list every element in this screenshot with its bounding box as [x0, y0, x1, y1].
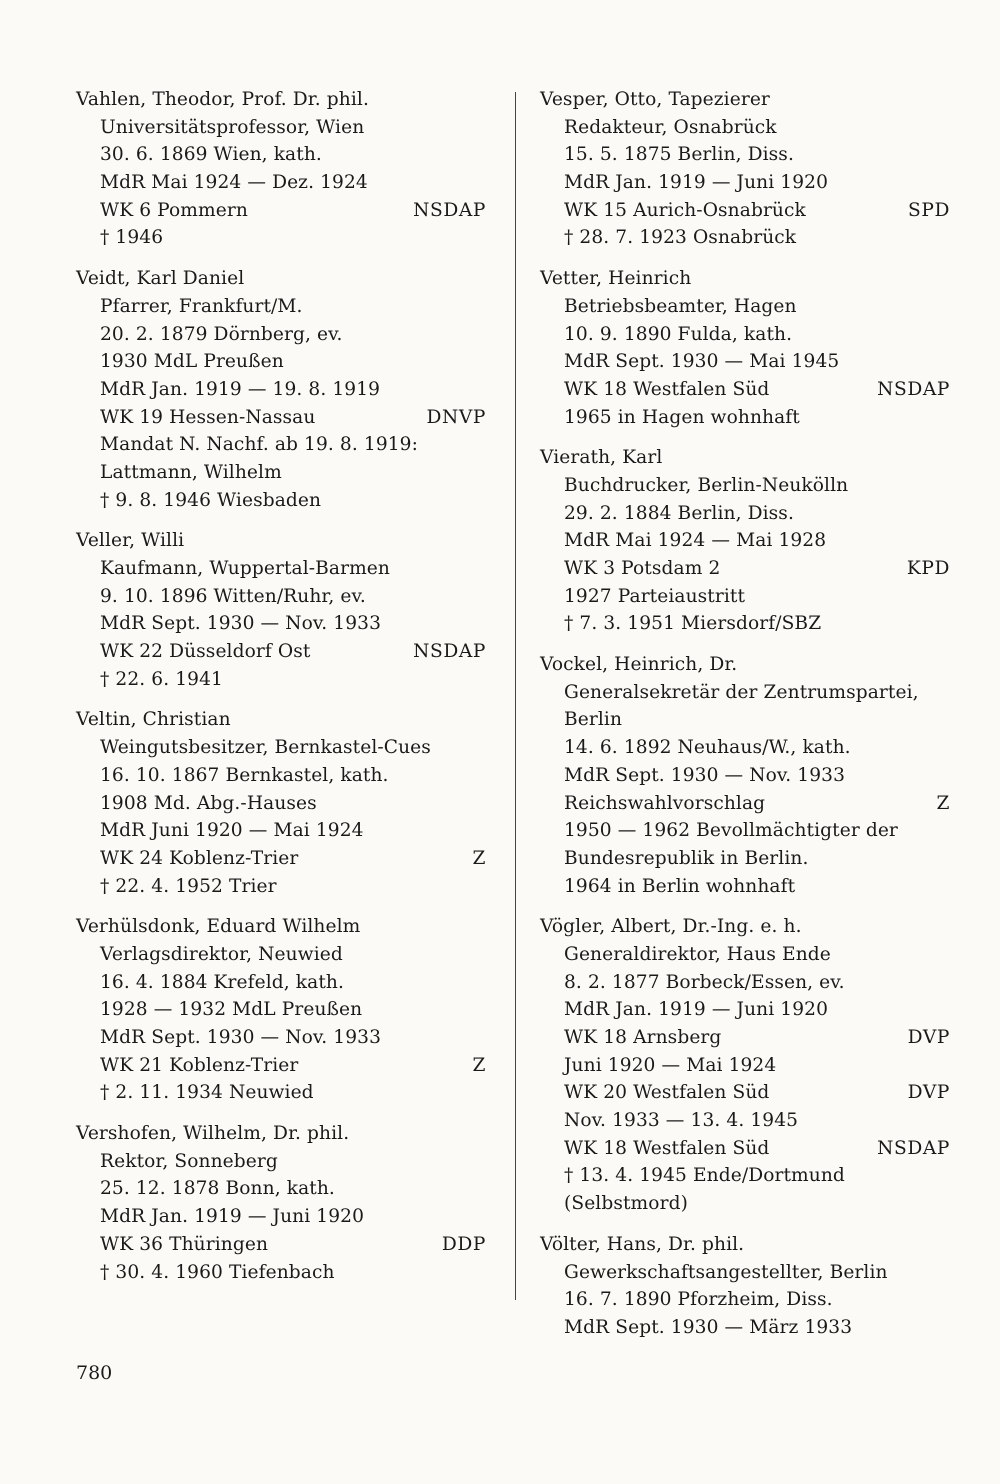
page-number: 780: [76, 1362, 113, 1384]
entry-detail-text: Bundesrepublik in Berlin.: [564, 847, 809, 869]
biography-entry: [76, 86, 486, 252]
entry-name-line: [540, 265, 950, 293]
entry-detail-line: [540, 610, 950, 638]
entry-detail-line: [540, 941, 950, 969]
entry-detail-text: Betriebsbeamter, Hagen: [564, 295, 797, 317]
entry-detail-line: [540, 197, 950, 225]
entry-detail-line: [540, 706, 950, 734]
entry-detail-line: [76, 141, 486, 169]
entry-detail-text: Gewerkschaftsangestellter, Berlin: [564, 1261, 888, 1283]
entry-detail-line: [76, 376, 486, 404]
entry-detail-line: [76, 1148, 486, 1176]
entry-detail-line: [76, 941, 486, 969]
entry-name: Vershofen, Wilhelm, Dr. phil.: [76, 1123, 350, 1145]
party-label: Z: [472, 1054, 486, 1076]
entry-detail-text: WK 20 Westfalen Süd: [564, 1082, 770, 1104]
party-label: DNVP: [426, 406, 486, 428]
biography-entry: [540, 444, 950, 638]
entry-name-line: [540, 444, 950, 472]
entry-detail-text: † 30. 4. 1960 Tiefenbach: [100, 1261, 335, 1283]
entry-detail-text: 16. 10. 1867 Bernkastel, kath.: [100, 764, 389, 786]
entry-detail-line: [76, 996, 486, 1024]
entry-detail-text: MdR Mai 1924 — Mai 1928: [564, 530, 827, 552]
entry-detail-line: [540, 583, 950, 611]
entry-detail-text: † 1946: [100, 227, 164, 249]
entry-detail-text: Juni 1920 — Mai 1924: [564, 1054, 777, 1076]
entry-detail-line: [540, 1135, 950, 1163]
entry-detail-text: Rektor, Sonneberg: [100, 1150, 278, 1172]
entry-detail-text: 1964 in Berlin wohnhaft: [564, 875, 796, 897]
entry-detail-text: WK 22 Düsseldorf Ost: [100, 641, 311, 663]
entry-detail-text: Universitätsprofessor, Wien: [100, 116, 365, 138]
entry-detail-text: Berlin: [564, 709, 623, 731]
party-label: NSDAP: [413, 199, 486, 221]
entry-detail-line: [76, 487, 486, 515]
entry-name-line: [76, 265, 486, 293]
entry-detail-line: [76, 404, 486, 432]
entry-detail-text: † 2. 11. 1934 Neuwied: [100, 1082, 314, 1104]
entry-detail-line: [76, 790, 486, 818]
entry-detail-line: [540, 790, 950, 818]
entry-detail-text: MdR Jan. 1919 — 19. 8. 1919: [100, 378, 381, 400]
entry-detail-line: [540, 500, 950, 528]
entry-detail-line: [76, 1079, 486, 1107]
entry-detail-text: 10. 9. 1890 Fulda, kath.: [564, 323, 793, 345]
entry-detail-line: [76, 638, 486, 666]
entry-detail-text: † 13. 4. 1945 Ende/Dortmund: [564, 1165, 845, 1187]
entry-name: Vockel, Heinrich, Dr.: [540, 654, 738, 676]
entry-detail-text: 1927 Parteiaustritt: [564, 585, 746, 607]
entry-detail-line: [76, 873, 486, 901]
entry-detail-text: Redakteur, Osnabrück: [564, 116, 777, 138]
entry-detail-text: WK 18 Westfalen Süd: [564, 1137, 770, 1159]
biography-entry: [76, 265, 486, 514]
entry-detail-text: WK 24 Koblenz-Trier: [100, 847, 299, 869]
entry-detail-text: 25. 12. 1878 Bonn, kath.: [100, 1178, 335, 1200]
entry-detail-line: [76, 1024, 486, 1052]
entry-detail-line: [540, 762, 950, 790]
entry-detail-text: WK 15 Aurich-Osnabrück: [564, 199, 806, 221]
entry-detail-line: [540, 141, 950, 169]
party-label: NSDAP: [877, 378, 950, 400]
entry-detail-text: WK 36 Thüringen: [100, 1233, 269, 1255]
entry-detail-text: MdR Jan. 1919 — Juni 1920: [100, 1206, 365, 1228]
entry-detail-line: [540, 114, 950, 142]
entry-detail-line: [540, 321, 950, 349]
entry-detail-text: † 28. 7. 1923 Osnabrück: [564, 227, 797, 249]
entry-detail-text: Lattmann, Wilhelm: [100, 461, 282, 483]
entry-name-line: [76, 86, 486, 114]
entry-detail-text: 8. 2. 1877 Borbeck/Essen, ev.: [564, 971, 845, 993]
entry-detail-line: [540, 1259, 950, 1287]
entry-detail-line: [76, 459, 486, 487]
entry-detail-line: [76, 666, 486, 694]
entry-detail-line: [76, 1175, 486, 1203]
entry-detail-line: [540, 996, 950, 1024]
entry-detail-text: 16. 7. 1890 Pforzheim, Diss.: [564, 1289, 833, 1311]
entry-detail-text: MdR Sept. 1930 — Nov. 1933: [100, 613, 382, 635]
entry-detail-line: [76, 762, 486, 790]
entry-detail-line: [540, 293, 950, 321]
entry-detail-text: Verlagsdirektor, Neuwied: [100, 943, 343, 965]
entry-detail-text: † 22. 6. 1941: [100, 668, 223, 690]
entry-detail-line: [540, 734, 950, 762]
entry-detail-line: [76, 1231, 486, 1259]
biography-entry: [540, 1231, 950, 1342]
entry-detail-line: [76, 114, 486, 142]
entry-detail-line: [76, 293, 486, 321]
entry-detail-text: † 7. 3. 1951 Miersdorf/SBZ: [564, 613, 822, 635]
entry-name-line: [540, 651, 950, 679]
entry-detail-text: 29. 2. 1884 Berlin, Diss.: [564, 502, 794, 524]
entry-detail-line: [540, 845, 950, 873]
entry-name: Veller, Willi: [76, 530, 185, 552]
entry-detail-text: 1908 Md. Abg.-Hauses: [100, 792, 317, 814]
entry-detail-text: Generalsekretär der Zentrumspartei,: [564, 681, 919, 703]
entry-detail-line: [540, 404, 950, 432]
entry-detail-line: [76, 224, 486, 252]
entry-detail-text: MdR Jan. 1919 — Juni 1920: [564, 172, 829, 194]
entry-name: Vesper, Otto, Tapezierer: [540, 89, 770, 110]
entry-detail-line: [540, 679, 950, 707]
party-label: SPD: [908, 199, 950, 221]
entry-detail-line: [76, 348, 486, 376]
entry-detail-text: Weingutsbesitzer, Bernkastel-Cues: [100, 737, 431, 759]
entry-name: Völter, Hans, Dr. phil.: [540, 1233, 745, 1255]
entry-detail-line: [76, 845, 486, 873]
entry-name-line: [76, 527, 486, 555]
right-column: [540, 86, 950, 1355]
entry-detail-line: [540, 1024, 950, 1052]
entry-detail-text: 1930 MdL Preußen: [100, 351, 284, 373]
entry-detail-line: [540, 1079, 950, 1107]
biography-entry: [540, 651, 950, 900]
entry-detail-line: [540, 1107, 950, 1135]
entry-detail-line: [76, 321, 486, 349]
entry-name-line: [540, 1231, 950, 1259]
entry-detail-line: [540, 527, 950, 555]
biography-entry: [540, 265, 950, 431]
entry-detail-line: [540, 817, 950, 845]
entry-detail-text: WK 21 Koblenz-Trier: [100, 1054, 299, 1076]
entry-detail-text: 30. 6. 1869 Wien, kath.: [100, 144, 322, 166]
entry-detail-text: Nov. 1933 — 13. 4. 1945: [564, 1110, 799, 1132]
entry-detail-line: [76, 431, 486, 459]
entry-name: Vetter, Heinrich: [540, 268, 692, 290]
entry-detail-text: MdR Mai 1924 — Dez. 1924: [100, 172, 368, 194]
biography-entry: [76, 1120, 486, 1286]
entry-detail-text: Generaldirektor, Haus Ende: [564, 943, 831, 965]
entry-detail-text: 20. 2. 1879 Dörnberg, ev.: [100, 323, 343, 345]
biography-entry: [540, 86, 950, 252]
entry-detail-line: [540, 224, 950, 252]
party-label: KPD: [906, 558, 950, 579]
entry-detail-line: [540, 555, 950, 583]
entry-detail-line: [540, 1286, 950, 1314]
biography-entry: [76, 913, 486, 1107]
entry-detail-line: [540, 472, 950, 500]
party-label: Z: [472, 847, 486, 869]
entry-detail-text: WK 19 Hessen-Nassau: [100, 406, 316, 428]
entry-detail-line: [76, 555, 486, 583]
entry-detail-text: Buchdrucker, Berlin-Neukölln: [564, 474, 849, 496]
column-divider: [515, 92, 516, 1300]
entry-detail-line: [76, 169, 486, 197]
entry-detail-line: [76, 969, 486, 997]
entry-name-line: [540, 86, 950, 114]
entry-name: Veltin, Christian: [76, 709, 231, 731]
entry-detail-line: [540, 169, 950, 197]
entry-detail-line: [540, 1190, 950, 1218]
entry-detail-text: MdR Jan. 1919 — Juni 1920: [564, 999, 829, 1021]
entry-detail-text: Kaufmann, Wuppertal-Barmen: [100, 558, 390, 579]
party-label: NSDAP: [877, 1137, 950, 1159]
entry-name-line: [76, 1120, 486, 1148]
entry-detail-text: 1950 — 1962 Bevollmächtigter der: [564, 820, 898, 842]
entry-detail-text: MdR Sept. 1930 — März 1933: [564, 1316, 853, 1338]
entry-detail-line: [76, 1052, 486, 1080]
biography-entry: [540, 913, 950, 1218]
entry-detail-text: 1965 in Hagen wohnhaft: [564, 406, 800, 428]
party-label: DDP: [441, 1233, 486, 1255]
party-label: NSDAP: [413, 641, 486, 663]
entry-detail-text: (Selbstmord): [564, 1193, 688, 1215]
entry-name-line: [76, 706, 486, 734]
entry-detail-text: † 9. 8. 1946 Wiesbaden: [100, 489, 322, 511]
entry-detail-line: [540, 1162, 950, 1190]
entry-detail-text: MdR Sept. 1930 — Nov. 1933: [100, 1027, 382, 1048]
entry-detail-line: [540, 873, 950, 901]
entry-detail-text: Pfarrer, Frankfurt/M.: [100, 295, 303, 317]
entry-detail-text: Mandat N. Nachf. ab 19. 8. 1919:: [100, 434, 418, 456]
party-label: Z: [936, 792, 950, 814]
entry-name: Verhülsdonk, Eduard Wilhelm: [76, 916, 361, 938]
entry-detail-text: 16. 4. 1884 Krefeld, kath.: [100, 971, 345, 993]
party-label: DVP: [907, 1027, 950, 1048]
entry-detail-line: [540, 1052, 950, 1080]
entry-detail-text: 14. 6. 1892 Neuhaus/W., kath.: [564, 737, 851, 759]
entry-detail-text: 15. 5. 1875 Berlin, Diss.: [564, 144, 794, 166]
entry-name: Vahlen, Theodor, Prof. Dr. phil.: [76, 89, 369, 110]
entry-detail-text: MdR Juni 1920 — Mai 1924: [100, 820, 364, 842]
entry-name-line: [540, 913, 950, 941]
entry-detail-text: WK 6 Pommern: [100, 199, 248, 221]
biography-entry: [76, 706, 486, 900]
entry-name-line: [76, 913, 486, 941]
entry-detail-line: [76, 610, 486, 638]
entry-detail-line: [76, 197, 486, 225]
entry-detail-text: 9. 10. 1896 Witten/Ruhr, ev.: [100, 585, 366, 607]
entry-name: Veidt, Karl Daniel: [76, 268, 245, 290]
entry-detail-line: [540, 1314, 950, 1342]
entry-detail-text: WK 18 Arnsberg: [564, 1027, 722, 1048]
entry-detail-text: WK 18 Westfalen Süd: [564, 378, 770, 400]
entry-detail-line: [76, 1203, 486, 1231]
entry-detail-text: MdR Sept. 1930 — Mai 1945: [564, 351, 840, 373]
entry-name: Vierath, Karl: [540, 447, 663, 469]
entry-detail-text: † 22. 4. 1952 Trier: [100, 875, 277, 897]
entry-detail-line: [540, 969, 950, 997]
biography-entry: [76, 527, 486, 693]
entry-detail-line: [540, 376, 950, 404]
left-column: [76, 86, 486, 1299]
entry-name: Vögler, Albert, Dr.-Ing. e. h.: [540, 916, 802, 938]
entry-detail-text: MdR Sept. 1930 — Nov. 1933: [564, 764, 846, 786]
entry-detail-line: [76, 817, 486, 845]
entry-detail-line: [76, 734, 486, 762]
entry-detail-line: [540, 348, 950, 376]
entry-detail-line: [76, 1259, 486, 1287]
party-label: DVP: [907, 1082, 950, 1104]
entry-detail-text: WK 3 Potsdam 2: [564, 558, 721, 579]
entry-detail-line: [76, 583, 486, 611]
entry-detail-text: Reichswahlvorschlag: [564, 792, 766, 814]
entry-detail-text: 1928 — 1932 MdL Preußen: [100, 999, 363, 1021]
